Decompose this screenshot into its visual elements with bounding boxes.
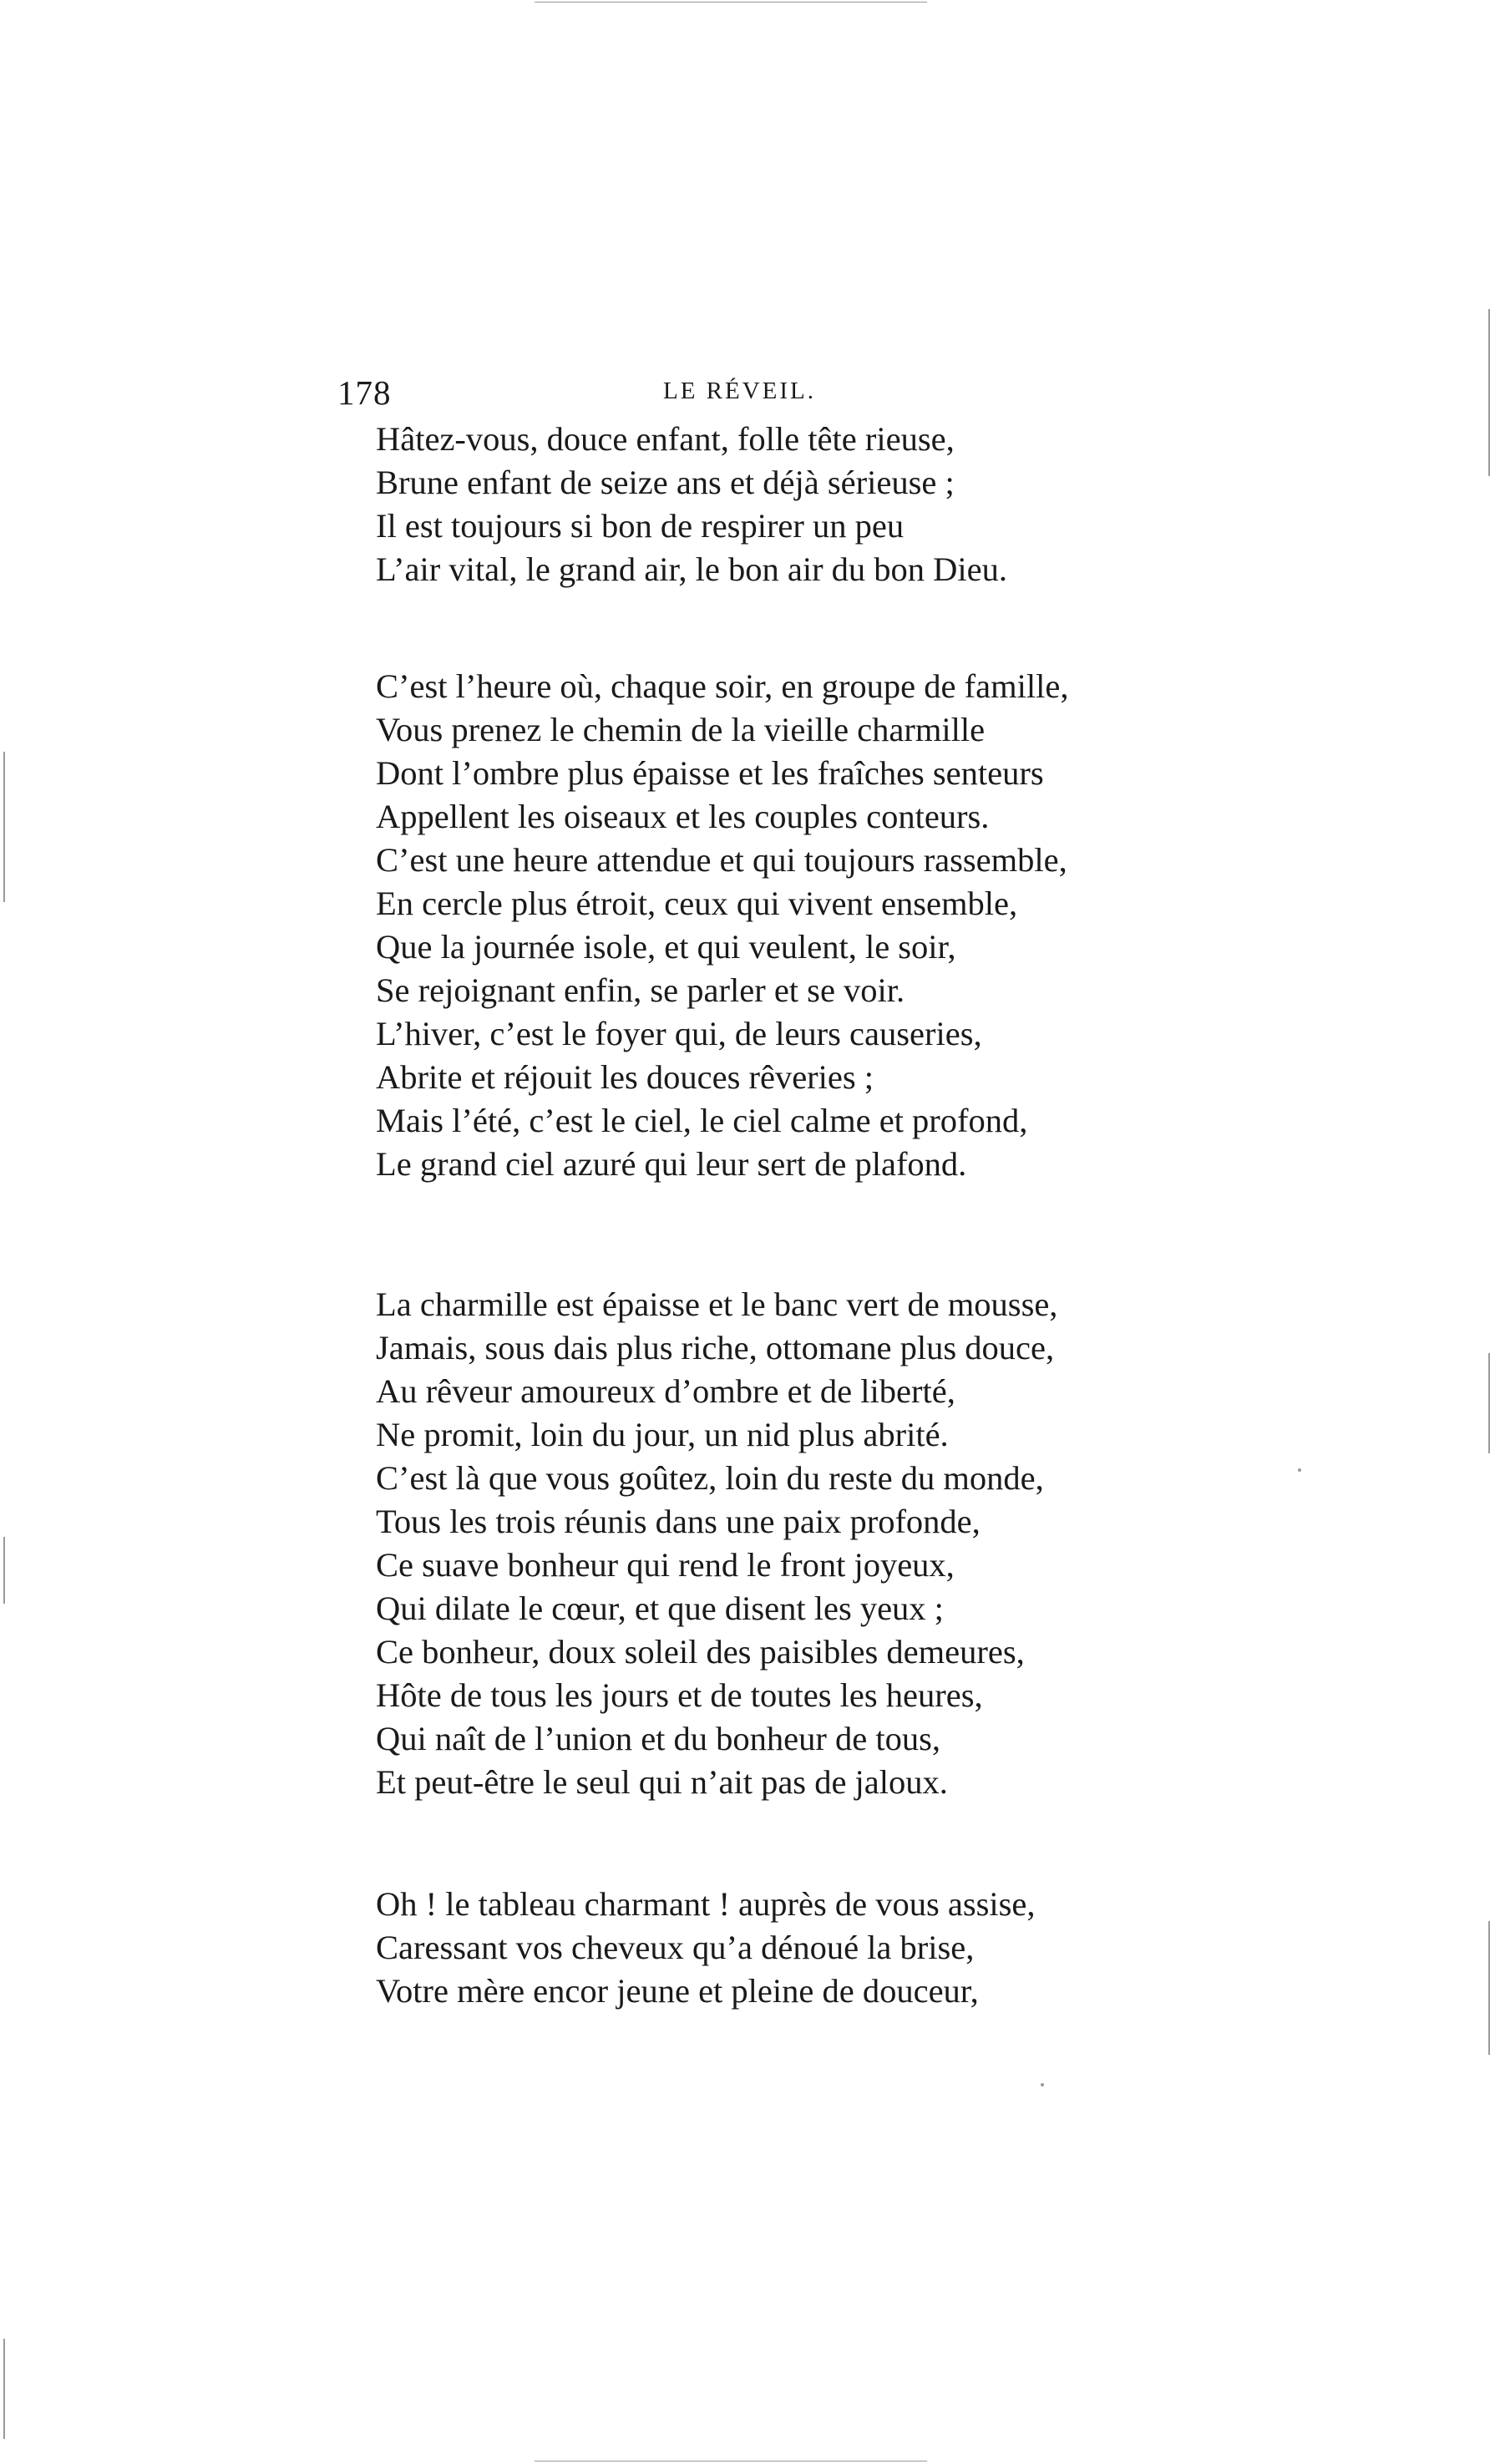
verse-line: C’est l’heure où, chaque soir, en groupe de famille, (376, 667, 1069, 705)
verse-line: Caressant vos cheveux qu’a dénoué la brise, (376, 1929, 975, 1966)
verse-line: L’air vital, le grand air, le bon air du bon Dieu. (376, 550, 1008, 588)
verse-line: Mais l’été, c’est le ciel, le ciel calme et profond, (376, 1102, 1028, 1139)
stanza-2 (376, 665, 1211, 1186)
verse-line: Il est toujours si bon de respirer un peu (376, 507, 905, 545)
running-head (337, 373, 1072, 414)
scan-dot (1041, 2083, 1044, 2086)
verse-line: Hôte de tous les jours et de toutes les heures, (376, 1676, 983, 1714)
stanza-break (376, 1804, 1211, 1883)
verse-line: Au rêveur amoureux d’ombre et de liberté, (376, 1372, 955, 1410)
verse-line: Vous prenez le chemin de la vieille charmille (376, 711, 986, 748)
verse-line: Oh ! le tableau charmant ! auprès de vous assise, (376, 1885, 1036, 1923)
verse-line: Tous les trois réunis dans une paix profonde, (376, 1503, 981, 1540)
verse-line: Et peut-être le seul qui n’ait pas de jaloux. (376, 1763, 948, 1801)
running-title: LE RÉVEIL. (663, 378, 817, 404)
verse-line: Se rejoignant enfin, se parler et se voir. (376, 971, 905, 1009)
verse-line: Le grand ciel azuré qui leur sert de plafond. (376, 1145, 967, 1183)
poem-body (376, 418, 1211, 2013)
verse-line: La charmille est épaisse et le banc vert de mousse, (376, 1285, 1058, 1323)
stanza-break (376, 1186, 1211, 1283)
verse-line: L’hiver, c’est le foyer qui, de leurs causeries, (376, 1015, 982, 1052)
verse-line: Ne promit, loin du jour, un nid plus abrité. (376, 1416, 949, 1453)
verse-line: Ce suave bonheur qui rend le front joyeux, (376, 1546, 955, 1584)
stanza-break (376, 591, 1211, 665)
verse-line: Dont l’ombre plus épaisse et les fraîches senteurs (376, 754, 1044, 792)
verse-line: Hâtez-vous, douce enfant, folle tête rieuse, (376, 420, 955, 458)
verse-line: C’est là que vous goûtez, loin du reste du monde, (376, 1459, 1044, 1497)
scan-dot (1298, 1468, 1301, 1472)
verse-line: Que la journée isole, et qui veulent, le soir, (376, 928, 956, 966)
verse-line: Ce bonheur, doux soleil des paisibles demeures, (376, 1633, 1025, 1671)
scan-edge-mark (1488, 1921, 1490, 2055)
verse-line: C’est une heure attendue et qui toujours rassemble, (376, 841, 1067, 879)
verse-line: En cercle plus étroit, ceux qui vivent ensemble, (376, 885, 1018, 922)
verse-line: Brune enfant de seize ans et déjà sérieuse ; (376, 464, 955, 501)
scan-edge-mark (1488, 309, 1490, 476)
stanza-3 (376, 1283, 1211, 1804)
scan-edge-mark (3, 752, 5, 902)
scan-edge-mark (1488, 1353, 1490, 1453)
verse-line: Appellent les oiseaux et les couples conteurs. (376, 798, 990, 835)
page-number: 178 (337, 373, 392, 412)
scan-top-rule (535, 2, 927, 3)
scan-edge-mark (3, 2339, 5, 2439)
verse-line: Jamais, sous dais plus riche, ottomane plus douce, (376, 1329, 1055, 1366)
stanza-4 (376, 1883, 1211, 2013)
verse-line: Qui naît de l’union et du bonheur de tous, (376, 1720, 941, 1757)
scan-edge-mark (3, 1537, 5, 1604)
stanza-1 (376, 418, 1211, 591)
verse-line: Votre mère encor jeune et pleine de douceur, (376, 1972, 979, 2010)
verse-line: Qui dilate le cœur, et que disent les yeux ; (376, 1589, 944, 1627)
verse-line: Abrite et réjouit les douces rêveries ; (376, 1058, 874, 1096)
